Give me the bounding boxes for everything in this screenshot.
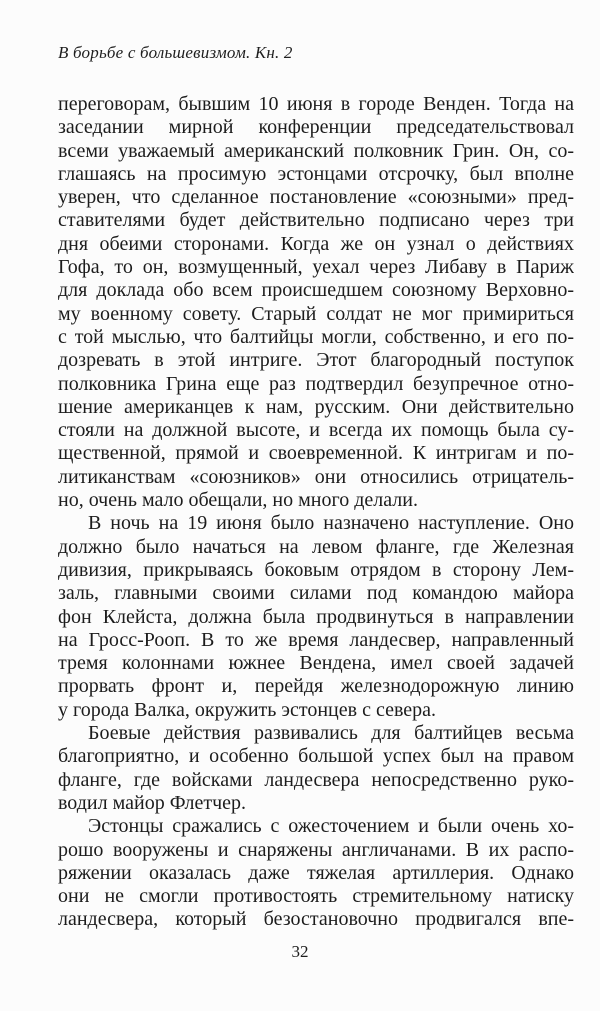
paragraph	[58, 722, 574, 815]
paragraph	[58, 93, 574, 512]
text-line: заседании мирной конференции председательствовал	[58, 116, 574, 139]
text-line: дня обеими сторонами. Когда же он узнал о действиях	[58, 232, 574, 255]
text-line: фон Клейста, должна была продвинуться в направлении	[58, 605, 574, 628]
page-number: 32	[291, 942, 309, 961]
text-line: стояли на должной высоте, и всегда их помощь была су-	[58, 419, 574, 442]
text-line: дозревать в этой интриге. Этот благородный поступок	[58, 349, 574, 372]
text-line: уверен, что сделанное постановление «союзными» пред-	[58, 186, 574, 209]
text-line: Гофа, то он, возмущенный, уехал через Либаву в Париж	[58, 256, 574, 279]
text-line: шение американцев к нам, русским. Они действительно	[58, 395, 574, 418]
text-line: литиканствам «союзников» они относились отрицатель-	[58, 465, 574, 488]
text-line: заль, главными своими силами под командою майора	[58, 582, 574, 605]
text-line: у города Валка, окружить эстонцев с севера.	[58, 698, 437, 721]
text-line: они не смогли противостоять стремительному натиску	[58, 885, 574, 908]
text-line: Боевые действия развивались для балтийцев весьма	[88, 722, 574, 745]
text-line: полковника Грина еще раз подтвердил безупречное отно-	[58, 372, 574, 395]
text-line: для доклада обо всем происшедшем союзному Верховно-	[58, 279, 574, 302]
paragraph	[58, 815, 574, 931]
text-line: дивизия, прикрываясь боковым отрядом в сторону Лем-	[58, 558, 574, 581]
text-line: ставителями будет действительно подписано через три	[58, 209, 574, 232]
text-line: тремя колоннами южнее Вендена, имел своей задачей	[58, 652, 574, 675]
text-line: Эстонцы сражались с ожесточением и были очень хо-	[88, 815, 574, 838]
text-line: ряжении оказалась даже тяжелая артиллерия. Однако	[58, 861, 574, 884]
text-line: щественной, прямой и своевременной. К интригам и по-	[58, 442, 574, 465]
text-line: должно было начаться на левом фланге, где Железная	[58, 535, 574, 558]
text-line: В ночь на 19 июня было назначено наступление. Оно	[88, 512, 574, 535]
text-line: всеми уважаемый американский полковник Грин. Он, со-	[58, 139, 574, 162]
text-line: ландесвера, который безостановочно продвигался впе-	[58, 908, 574, 931]
text-line: фланге, где войсками ландесвера непосредственно руко-	[58, 768, 574, 791]
text-line: на Гросс-Рооп. В то же время ландесвер, направленный	[58, 628, 574, 651]
text-line: с той мыслью, что балтийцы могли, собственно, и его по-	[58, 325, 574, 348]
text-line: водил майор Флетчер.	[58, 791, 247, 814]
body-text	[58, 93, 574, 932]
text-line: рошо вооружены и снаряжены англичанами. В их распо-	[58, 838, 574, 861]
text-line: му военному совету. Старый солдат не мог примириться	[58, 302, 574, 325]
text-line: но, очень мало обещали, но много делали.	[58, 489, 418, 512]
text-line: благоприятно, и особенно большой успех был на правом	[58, 745, 574, 768]
running-header: В борьбе с большевизмом. Кн. 2	[58, 43, 293, 62]
text-line: переговорам, бывшим 10 июня в городе Венден. Тогда на	[58, 93, 574, 115]
text-line: прорвать фронт и, перейдя железнодорожную линию	[58, 675, 574, 698]
text-line: глашаясь на просимую эстонцами отсрочку, был вполне	[58, 162, 574, 185]
paragraph	[58, 512, 574, 722]
